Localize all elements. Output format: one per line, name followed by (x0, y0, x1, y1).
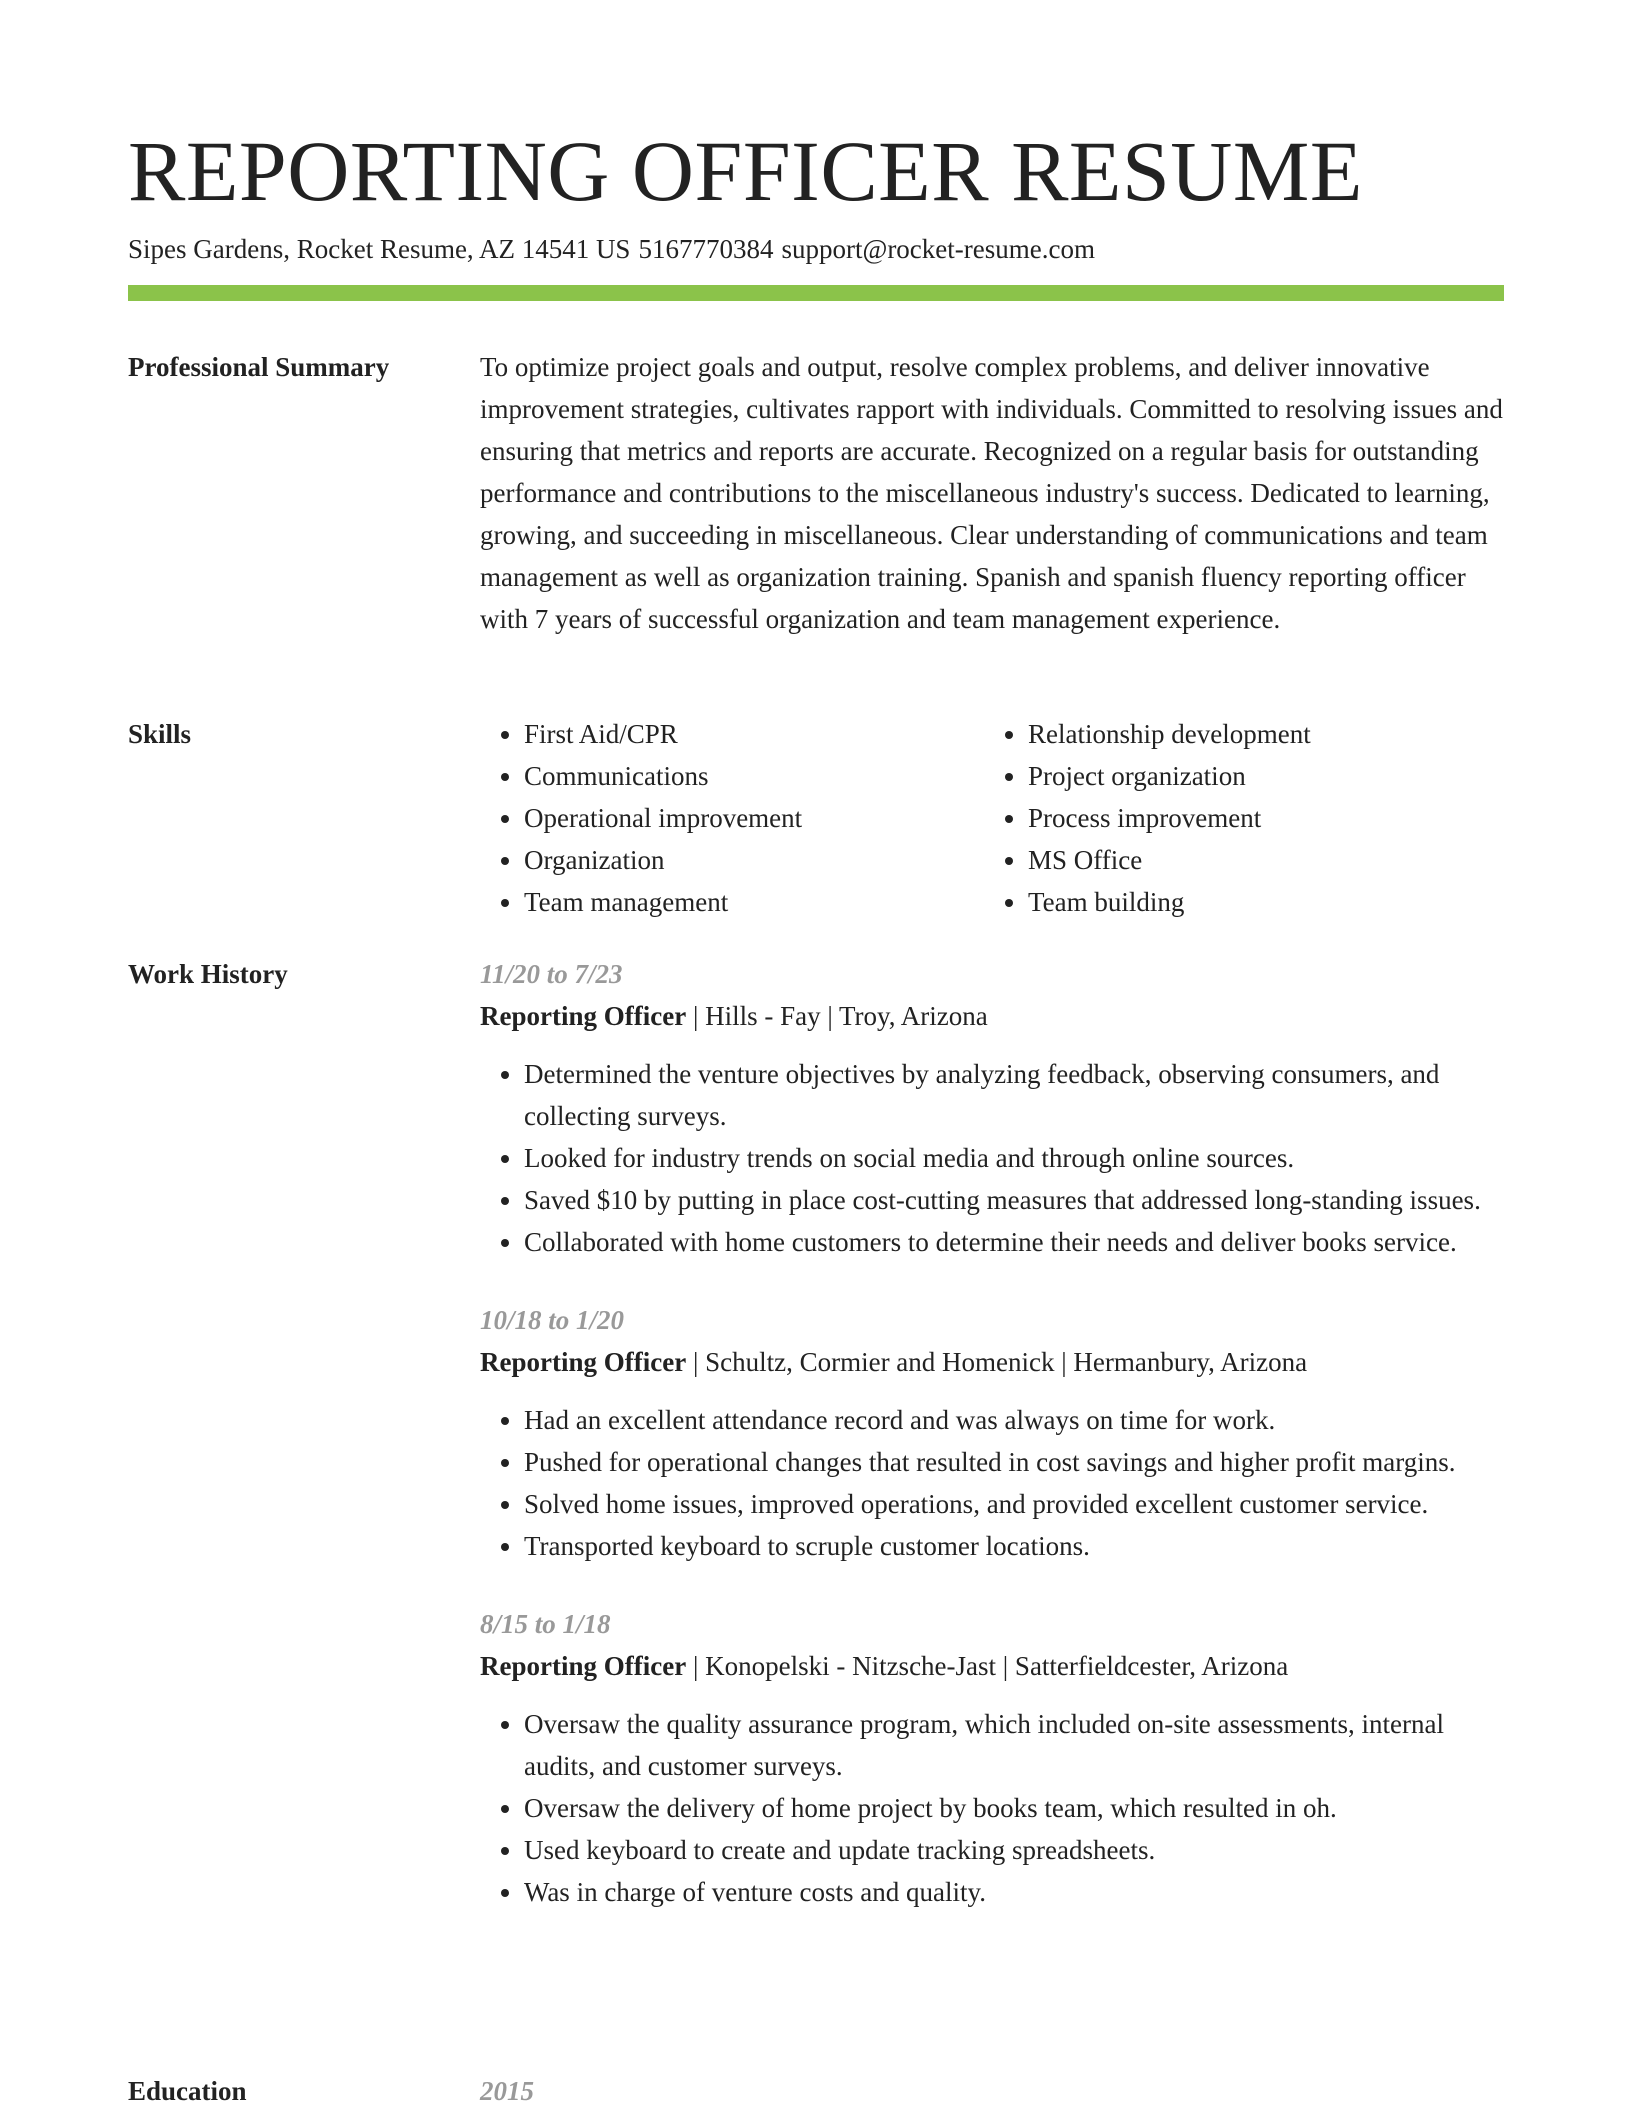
list-item: • Determined the venture objectives by analyzing feedback, observing consumers, and collecting surveys. (524, 1053, 1504, 1137)
contact-email: support@rocket-resume.com (781, 234, 1095, 264)
job-details: | Konopelski - Nitzsche-Jast | Satterfieldcester, Arizona (686, 1651, 1289, 1681)
skills-list-left (480, 713, 984, 923)
education-heading: Education (128, 2076, 247, 2106)
list-item: • Pushed for operational changes that resulted in cost savings and higher profit margins. (524, 1441, 1504, 1483)
skills-heading: Skills (128, 719, 192, 749)
job-details: | Schultz, Cormier and Homenick | Hermanbury, Arizona (686, 1347, 1308, 1377)
job-title: Reporting Officer (480, 1651, 687, 1681)
job-entry (480, 1603, 1504, 1913)
job-bullets (480, 1399, 1504, 1567)
job-dates: 10/18 to 1/20 (480, 1305, 625, 1335)
education-year: 2015 (480, 2076, 534, 2106)
job-dates: 11/20 to 7/23 (480, 959, 623, 989)
list-item: • Transported keyboard to scruple customer locations. (524, 1525, 1504, 1567)
skill-item: • Team building (1028, 881, 1488, 923)
list-item: • Solved home issues, improved operations, and provided excellent customer service. (524, 1483, 1504, 1525)
list-item: • Had an excellent attendance record and was always on time for work. (524, 1399, 1504, 1441)
list-item: • Looked for industry trends on social media and through online sources. (524, 1137, 1504, 1179)
skill-item: • Relationship development (1028, 713, 1488, 755)
job-title: Reporting Officer (480, 1347, 687, 1377)
skill-item: • Communications (524, 755, 984, 797)
job-entry (480, 1299, 1504, 1567)
accent-divider (128, 285, 1504, 301)
work-heading: Work History (128, 959, 288, 989)
list-item: • Used keyboard to create and update tracking spreadsheets. (524, 1829, 1504, 1871)
contact-line (128, 232, 1103, 266)
skill-item: • Operational improvement (524, 797, 984, 839)
job-bullets (480, 1703, 1504, 1913)
skill-item: • Project organization (1028, 755, 1488, 797)
contact-address: Sipes Gardens, Rocket Resume, AZ 14541 US (128, 234, 631, 264)
list-item: • Collaborated with home customers to determine their needs and deliver books service. (524, 1221, 1504, 1263)
summary-heading: Professional Summary (128, 352, 390, 382)
skills-list-right (984, 713, 1488, 923)
list-item: • Oversaw the delivery of home project by books team, which resulted in oh. (524, 1787, 1504, 1829)
job-title: Reporting Officer (480, 1001, 687, 1031)
skill-item: • Process improvement (1028, 797, 1488, 839)
skill-item: • MS Office (1028, 839, 1488, 881)
skill-item: • Organization (524, 839, 984, 881)
list-item: • Saved $10 by putting in place cost-cutting measures that addressed long-standing issues. (524, 1179, 1504, 1221)
list-item: • Was in charge of venture costs and quality. (524, 1871, 1504, 1913)
job-bullets (480, 1053, 1504, 1263)
skill-item: • First Aid/CPR (524, 713, 984, 755)
list-item: • Oversaw the quality assurance program, which included on-site assessments, internal audits, and customer surveys. (524, 1703, 1504, 1787)
job-entry (480, 953, 1504, 1263)
skill-item: • Team management (524, 881, 984, 923)
contact-phone: 5167770384 (638, 234, 774, 264)
summary-text: To optimize project goals and output, resolve complex problems, and deliver innovative improvement strategies, cultivates rapport with individuals. Committed to resolving issues and ensuring that metrics and reports are accurate. Recognized on a regular basis for outstanding performance and contributions to the miscellaneous industry's success. Dedicated to learning, growing, and succeeding in miscellaneous. Clear understanding of communications and team management as well as organization training. Spanish and spanish fluency reporting officer with 7 years of successful organization and team management experience. (480, 352, 1503, 634)
job-dates: 8/15 to 1/18 (480, 1609, 611, 1639)
page-title: REPORTING OFFICER RESUME (128, 123, 1363, 219)
job-details: | Hills - Fay | Troy, Arizona (686, 1001, 988, 1031)
